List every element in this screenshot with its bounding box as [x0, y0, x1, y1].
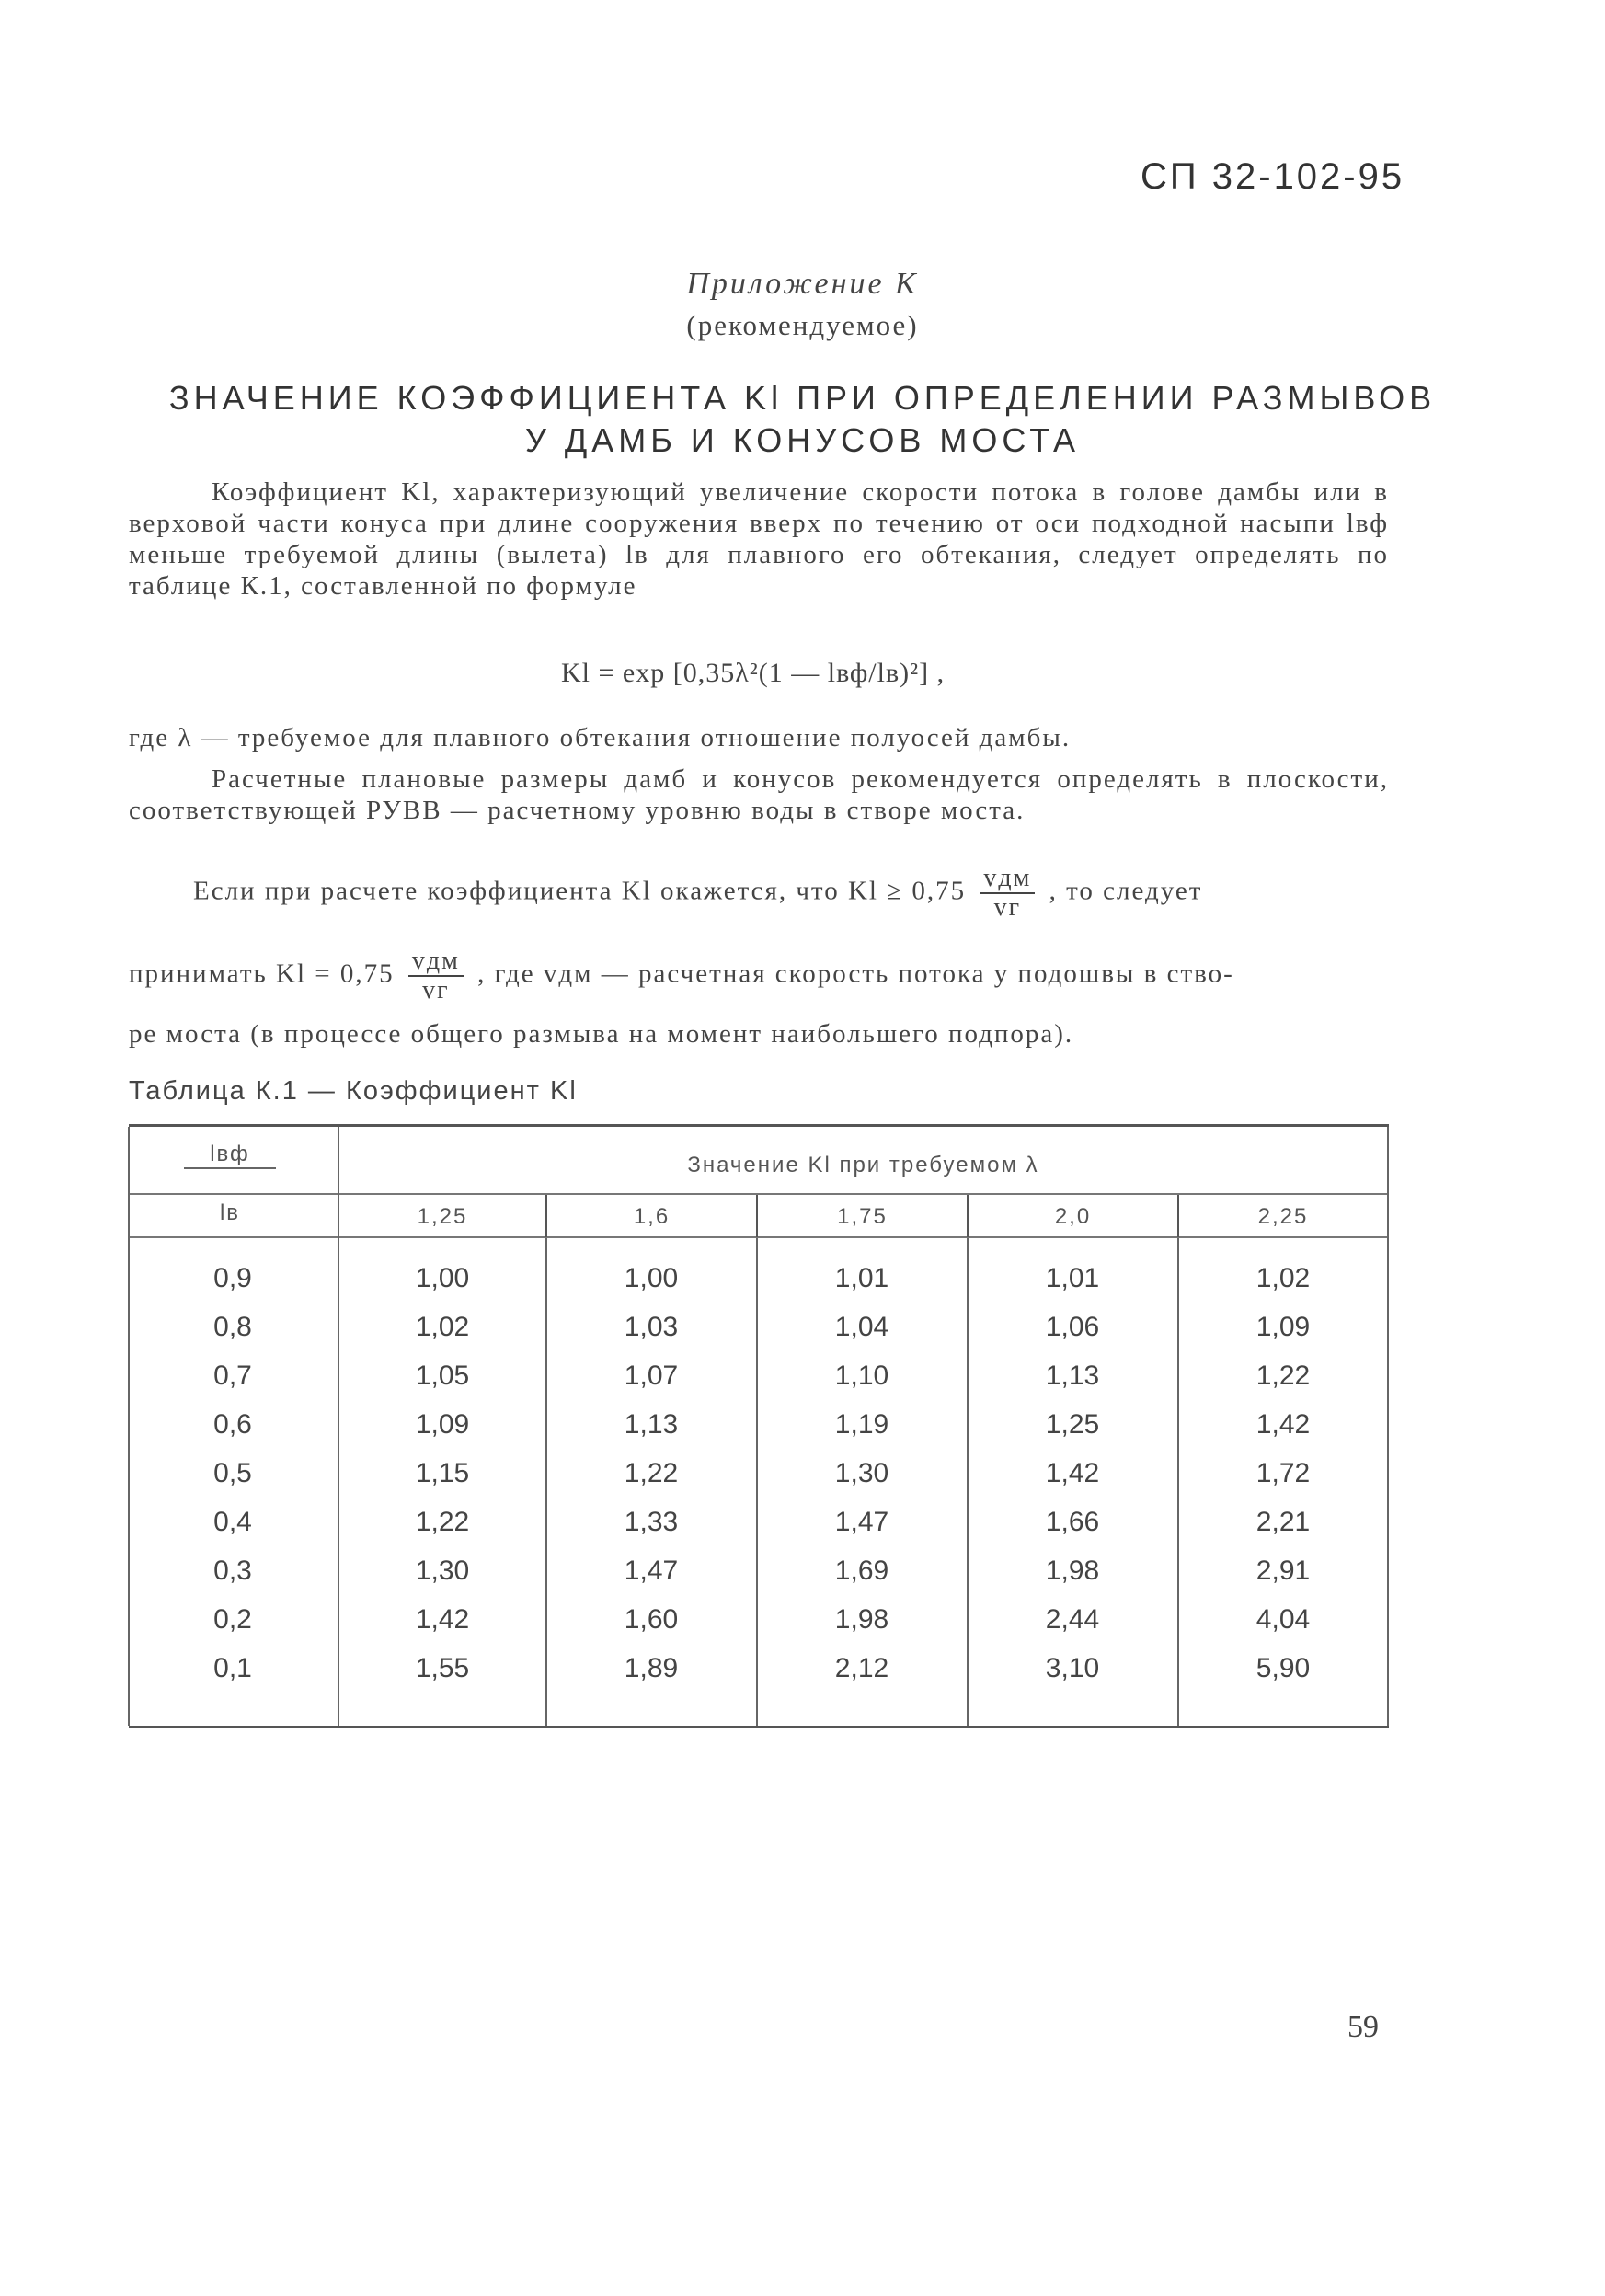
header-lambda-1-75: 1,75	[837, 1204, 888, 1229]
fraction-denominator: vг	[993, 893, 1022, 922]
paragraph-lambda-definition: где λ — требуемое для плавного обтекания отношение полуосей дамбы.	[129, 723, 1072, 752]
coefficient-cell: 2,91	[1255, 1556, 1311, 1586]
paragraph-design-dimensions: Расчетные плановые размеры дамб и конусов рекомендуется определять в плоскости, соответствующей РУВВ — расчетному уровню воды в створе моста.	[129, 764, 1389, 825]
coefficient-cell: 1,10	[834, 1360, 889, 1391]
table-row	[129, 1256, 1389, 1304]
paragraph-accept-value	[129, 947, 1389, 1004]
paragraph-condition	[193, 865, 1389, 922]
coefficient-cell: 1,25	[1045, 1409, 1100, 1440]
coefficient-table	[129, 1124, 1389, 1728]
coefficient-cell: 1,01	[834, 1263, 889, 1293]
header-lambda-1-25: 1,25	[417, 1204, 468, 1229]
table-row	[129, 1304, 1389, 1353]
coefficient-cell: 1,55	[415, 1653, 470, 1683]
coefficient-cell: 2,12	[834, 1653, 889, 1683]
coefficient-cell: 3,10	[1045, 1653, 1100, 1683]
paragraph-coefficient-definition: Коэффициент Kl, характеризующий увеличение скорости потока в голове дамбы или в верховой части конуса при длине сооружения вверх по течению от оси подходной насыпи lвф меньше требуемой длины (вылета) lв для плавного его обтекания, следует определять по таблице К.1, составленной по формуле	[129, 477, 1389, 601]
coefficient-cell: 1,42	[1045, 1458, 1100, 1488]
coefficient-cell: 1,66	[1045, 1507, 1100, 1537]
ratio-cell: 0,4	[213, 1507, 252, 1537]
condition-text-end: , то следует	[1049, 876, 1203, 906]
page-number: 59	[1347, 2010, 1379, 2044]
table-row	[129, 1353, 1389, 1402]
coefficient-cell: 4,04	[1255, 1604, 1311, 1635]
appendix-title: Приложение К	[686, 267, 919, 301]
paragraph-bridge-section: ре моста (в процессе общего размыва на момент наибольшего подпора).	[129, 1019, 1074, 1049]
formula: Kl = exp [0,35λ²(1 — lвф/lв)²] ,	[561, 658, 946, 688]
accept-text-end: , где vдм — расчетная скорость потока у подошвы в ство-	[477, 959, 1234, 989]
header-lambda-group: Значение Kl при требуемом λ	[687, 1153, 1039, 1177]
appendix-subtitle: (рекомендуемое)	[686, 309, 919, 341]
fraction-numerator: vдм	[980, 865, 1035, 894]
coefficient-cell: 1,30	[834, 1458, 889, 1488]
coefficient-cell: 1,13	[1045, 1360, 1100, 1391]
coefficient-cell: 1,33	[624, 1507, 679, 1537]
ratio-cell: 0,2	[213, 1604, 252, 1635]
condition-text-start: Если при расчете коэффициента Kl окажется, что Kl ≥ 0,75	[193, 876, 967, 906]
coefficient-cell: 1,89	[624, 1653, 679, 1683]
header-divider	[129, 1193, 1389, 1195]
coefficient-cell: 1,22	[1255, 1360, 1311, 1391]
document-code: СП 32-102-95	[1141, 156, 1405, 197]
coefficient-cell: 5,90	[1255, 1653, 1311, 1683]
coefficient-cell: 2,44	[1045, 1604, 1100, 1635]
coefficient-cell: 1,42	[415, 1604, 470, 1635]
ratio-cell: 0,8	[213, 1312, 252, 1342]
coefficient-cell: 1,30	[415, 1556, 470, 1586]
coefficient-cell: 1,04	[834, 1312, 889, 1342]
coefficient-cell: 1,72	[1255, 1458, 1311, 1488]
ratio-cell: 0,7	[213, 1360, 252, 1391]
coefficient-cell: 1,22	[624, 1458, 679, 1488]
ratio-cell: 0,5	[213, 1458, 252, 1488]
coefficient-cell: 1,02	[1255, 1263, 1311, 1293]
header-lambda-2-0: 2,0	[1054, 1204, 1092, 1229]
coefficient-cell: 1,98	[1045, 1556, 1100, 1586]
coefficient-cell: 1,98	[834, 1604, 889, 1635]
header-ratio-denominator: lв	[219, 1200, 241, 1225]
coefficient-cell: 1,69	[834, 1556, 889, 1586]
coefficient-cell: 2,21	[1255, 1507, 1311, 1537]
table-row	[129, 1451, 1389, 1499]
coefficient-cell: 1,07	[624, 1360, 679, 1391]
coefficient-cell: 1,19	[834, 1409, 889, 1440]
coefficient-cell: 1,09	[415, 1409, 470, 1440]
coefficient-cell: 1,42	[1255, 1409, 1311, 1440]
coefficient-cell: 1,47	[834, 1507, 889, 1537]
header-lambda-1-6: 1,6	[633, 1204, 671, 1229]
ratio-cell: 0,9	[213, 1263, 252, 1293]
ratio-cell: 0,1	[213, 1653, 252, 1683]
coefficient-cell: 1,05	[415, 1360, 470, 1391]
header-lambda-2-25: 2,25	[1257, 1204, 1309, 1229]
fraction-numerator: vдм	[408, 947, 464, 977]
page-heading-line-1: ЗНАЧЕНИЕ КОЭФФИЦИЕНТА Kl ПРИ ОПРЕДЕЛЕНИИ РАЗМЫВОВ	[168, 379, 1437, 417]
coefficient-cell: 1,22	[415, 1507, 470, 1537]
ratio-cell: 0,3	[213, 1556, 252, 1586]
coefficient-cell: 1,00	[624, 1263, 679, 1293]
coefficient-cell: 1,09	[1255, 1312, 1311, 1342]
coefficient-cell: 1,03	[624, 1312, 679, 1342]
table-row	[129, 1646, 1389, 1694]
velocity-ratio-fraction-2	[408, 947, 464, 1004]
header-ratio-numerator: lвф	[184, 1142, 276, 1169]
coefficient-cell: 1,06	[1045, 1312, 1100, 1342]
table-caption: Таблица К.1 — Коэффициент Kl	[129, 1076, 578, 1106]
coefficient-cell: 1,47	[624, 1556, 679, 1586]
header-divider-bottom	[129, 1236, 1389, 1238]
coefficient-cell: 1,01	[1045, 1263, 1100, 1293]
velocity-ratio-fraction	[980, 865, 1035, 922]
fraction-denominator: vг	[422, 976, 450, 1004]
coefficient-cell: 1,13	[624, 1409, 679, 1440]
coefficient-cell: 1,15	[415, 1458, 470, 1488]
page-heading-line-2: У ДАМБ И КОНУСОВ МОСТА	[524, 421, 1080, 459]
table-row	[129, 1548, 1389, 1597]
coefficient-cell: 1,60	[624, 1604, 679, 1635]
ratio-cell: 0,6	[213, 1409, 252, 1440]
coefficient-cell: 1,02	[415, 1312, 470, 1342]
accept-text-start: принимать Kl = 0,75	[129, 959, 395, 989]
coefficient-cell: 1,00	[415, 1263, 470, 1293]
table-row	[129, 1402, 1389, 1451]
table-row	[129, 1499, 1389, 1548]
table-row	[129, 1597, 1389, 1646]
